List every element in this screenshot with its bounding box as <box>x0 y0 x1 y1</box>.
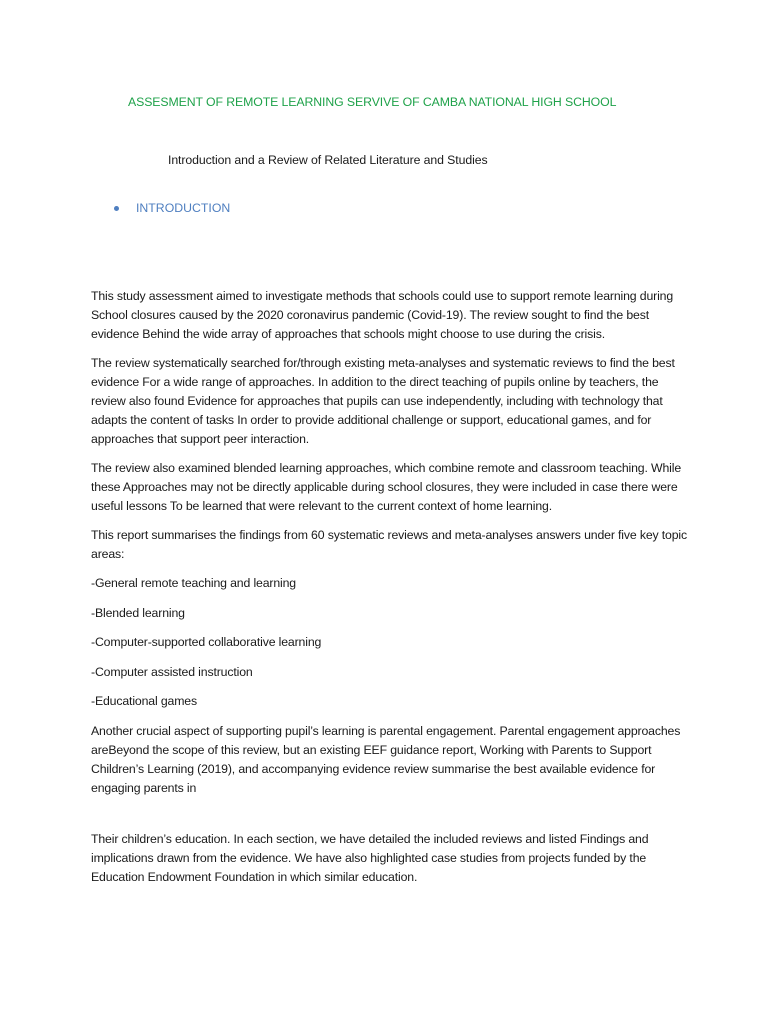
section-heading-introduction <box>114 201 230 215</box>
bullet-icon <box>114 206 119 211</box>
list-item: -Blended learning <box>91 605 185 620</box>
document-subtitle: Introduction and a Review of Related Literature and Studies <box>168 153 488 167</box>
paragraph: Their children’s education. In each section, we have detailed the included reviews and listed Findings and implications drawn from the evidence. We have also highlighted case studies from projects funded by the Education Endowment Foundation in which similar education. <box>91 831 649 884</box>
list-item: -Educational games <box>91 694 197 708</box>
paragraph: The review systematically searched for/through existing meta-analyses and systematic reviews to find the best evidence For a wide range of approaches. In addition to the direct teaching of pupils online by teachers, the review also found Evidence for approaches that pupils can use independently, including with technology that adapts the content of tasks In order to provide additional challenge or support, educational games, and for approaches that support peer interaction. <box>91 356 675 446</box>
paragraph: The review also examined blended learning approaches, which combine remote and classroom teaching. While these Approaches may not be directly applicable during school closures, they were included in case there were useful lessons To be learned that were relevant to the current context of home learning. <box>91 461 682 513</box>
document-title: ASSESMENT OF REMOTE LEARNING SERVIVE OF CAMBA NATIONAL HIGH SCHOOL <box>128 95 617 109</box>
document-body <box>91 287 691 897</box>
list-item: -Computer assisted instruction <box>91 664 253 679</box>
list-item: -Computer-supported collaborative learning <box>91 635 322 649</box>
paragraph: This report summarises the findings from 60 systematic reviews and meta-analyses answers under five key topic areas: <box>91 528 688 561</box>
list-item: -General remote teaching and learning <box>91 576 296 590</box>
paragraph: This study assessment aimed to investigate methods that schools could use to support remote learning during School closures caused by the 2020 coronavirus pandemic (Covid-19). The review sought to find the best evidence Behind the wide array of approaches that schools might choose to use during the crisis. <box>91 289 674 341</box>
paragraph: Another crucial aspect of supporting pupil’s learning is parental engagement. Parental engagement approaches areBeyond the scope of this review, but an existing EEF guidance report, Working with Parents to Support Children’s Learning (2019), and accompanying evidence review summarise the best available evidence for engaging parents in <box>91 723 681 795</box>
section-heading-label: INTRODUCTION <box>136 201 231 215</box>
